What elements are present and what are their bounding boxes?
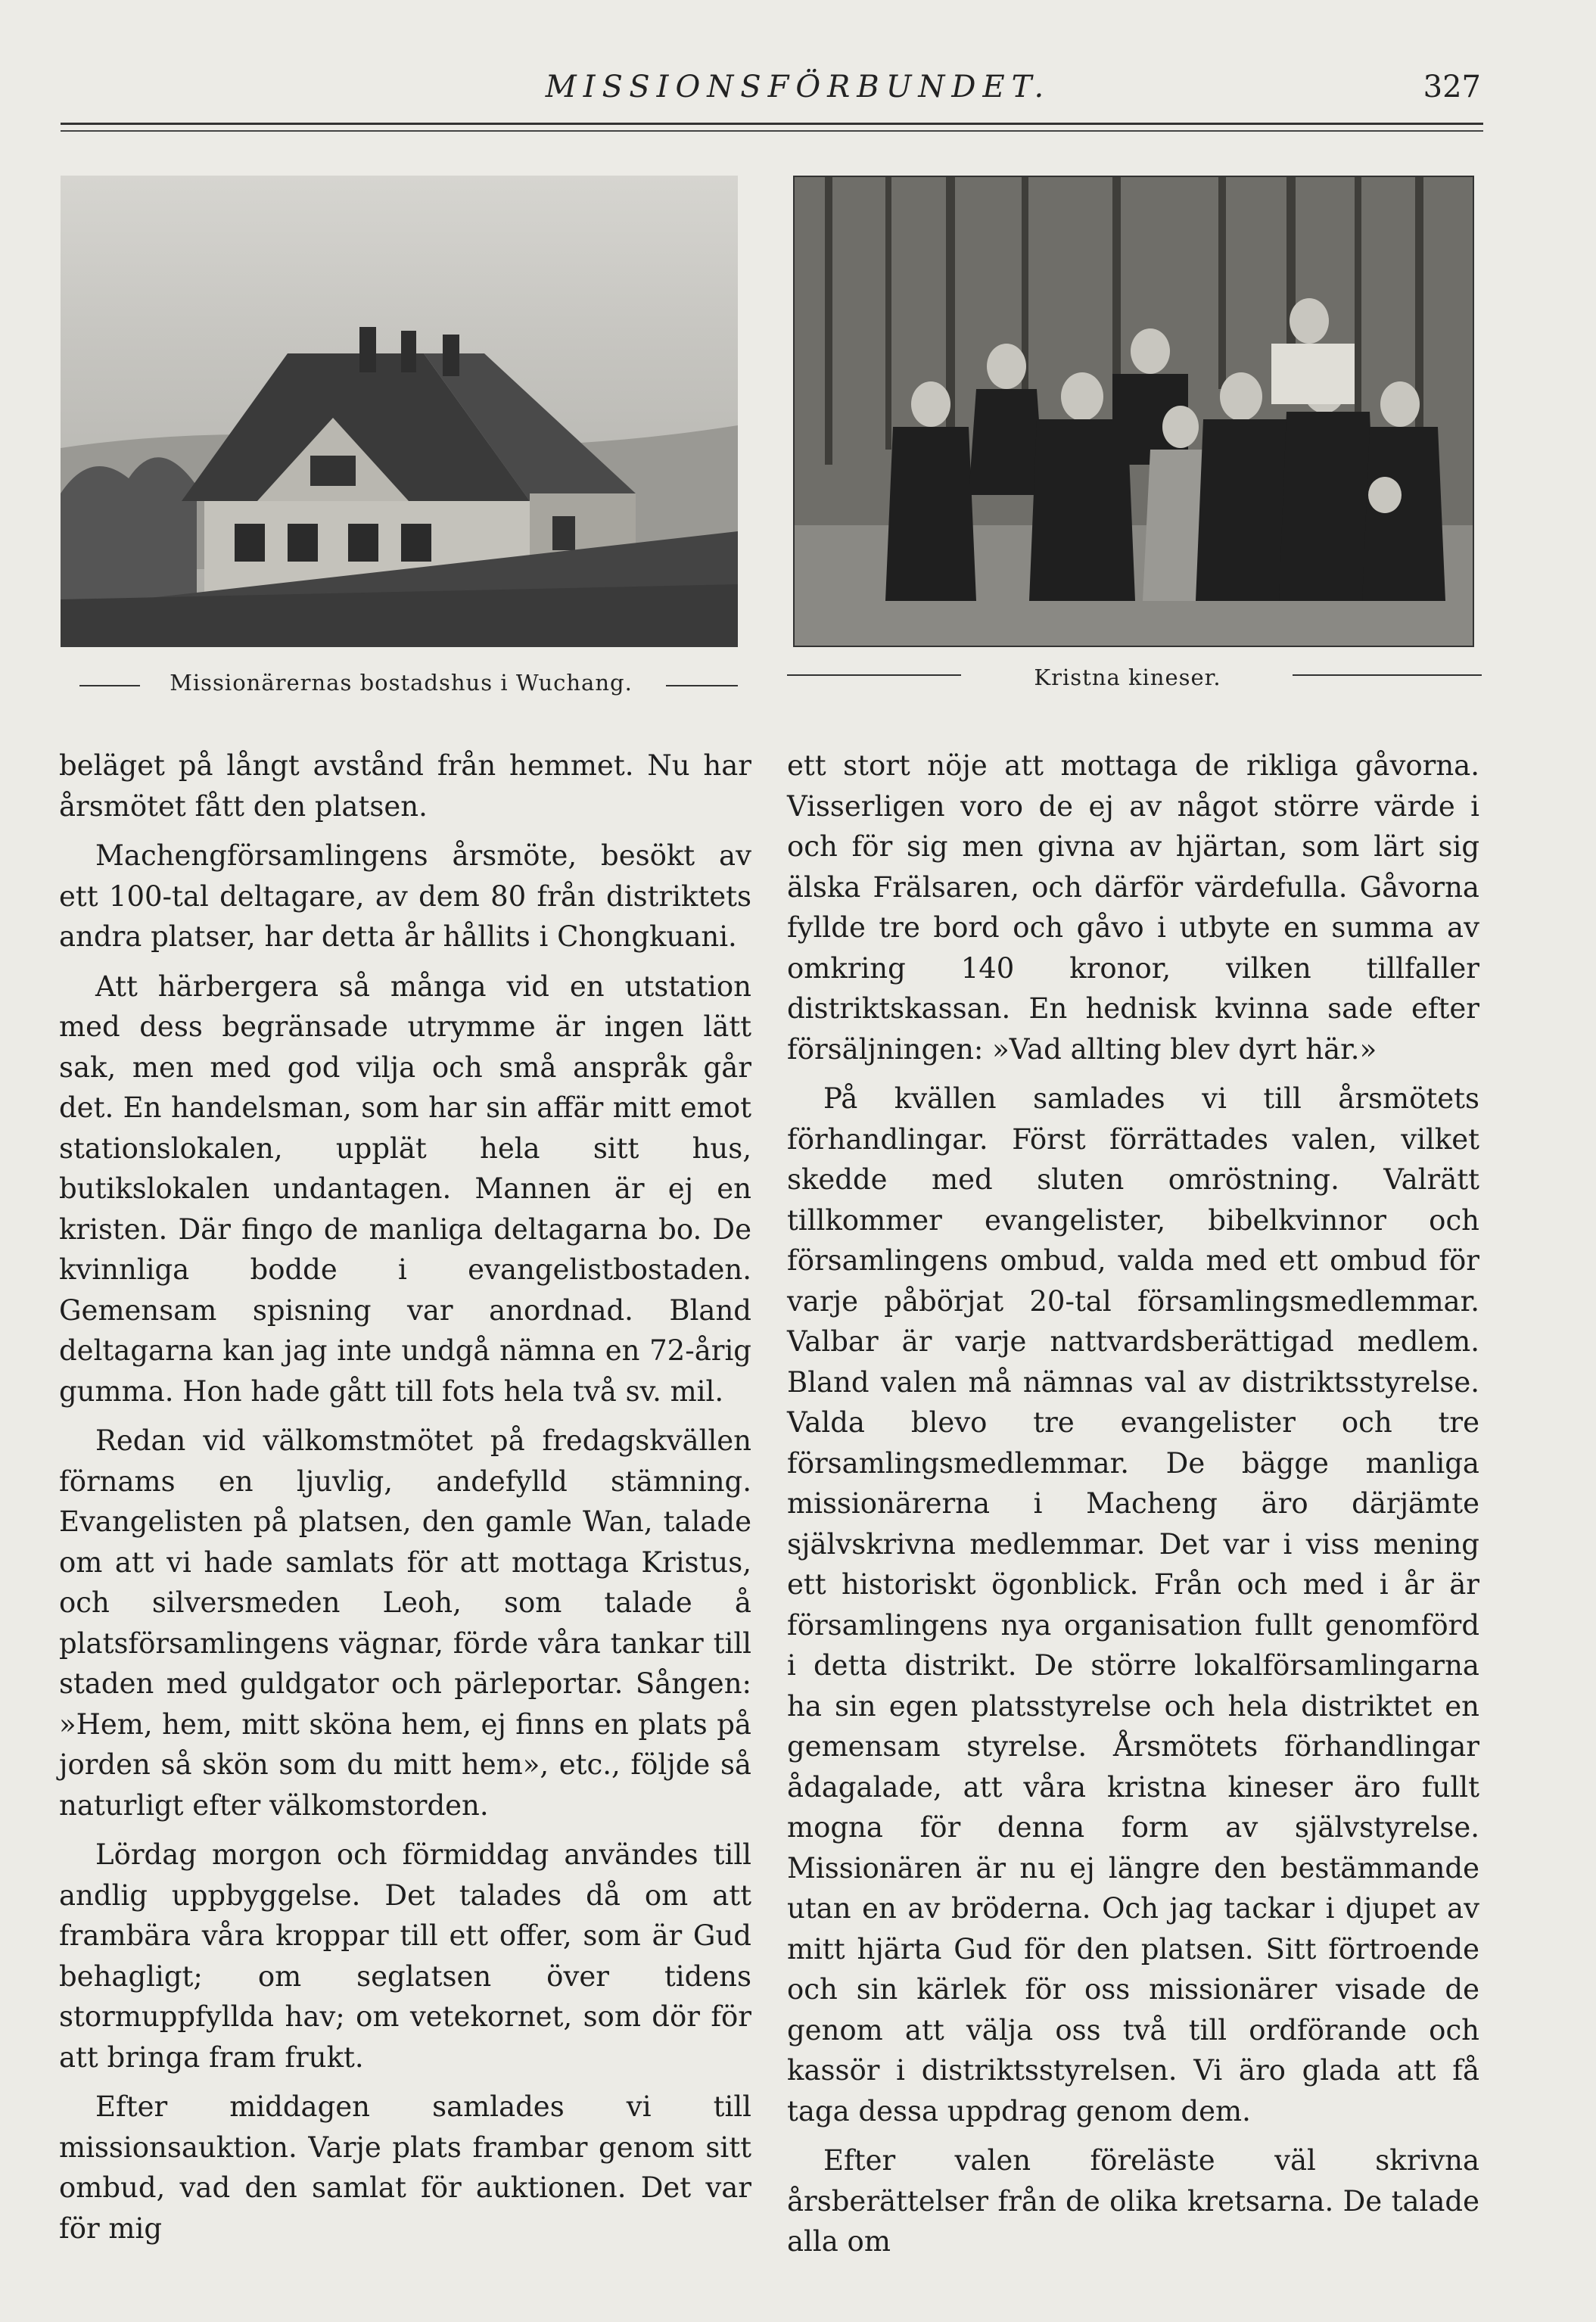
figure-caption-house: Missionärernas bostadshus i Wuchang. xyxy=(170,670,633,696)
page-number: 327 xyxy=(1423,70,1481,104)
text-column-left xyxy=(59,745,751,2258)
caption-rule-left-a xyxy=(79,685,140,686)
running-header-title: MISSIONSFÖRBUNDET. xyxy=(545,70,1051,104)
paragraph: Lördag morgon och förmiddag användes till andlig uppbyggelse. Det talades då om att frambära våra kroppar till ett offer, som är Gud behagligt; om seglatsen över tidens stormuppfyllda hav; om vetekornet, som dör för att bringa fram frukt. xyxy=(59,1838,751,2074)
caption-rule-right-a xyxy=(787,674,961,676)
paragraph: Att härbergera så många vid en utstation med dess begränsade utrymme är ingen lätt sak, men med god vilja och små anspråk går det. En handelsman, som har sin affär mitt emot stationslokalen, upplät hela sitt hus, butikslokalen undantagen. Mannen är ej en kristen. Där fingo de manliga deltagarna bo. De kvinnliga bodde i evangelistbostaden. Gemensam spisning var anordnad. Bland deltagarna kan jag inte undgå nämna en 72-årig gumma. Hon hade gått till fots hela två sv. mil. xyxy=(59,970,751,1408)
group-photo xyxy=(793,176,1474,647)
house-illustration xyxy=(61,176,738,647)
header-rule-secondary xyxy=(61,130,1483,132)
paragraph: Efter valen föreläste väl skrivna årsberättelser från de olika kretsarna. De talade alla om xyxy=(787,2144,1479,2258)
paragraph: På kvällen samlades vi till årsmötets förhandlingar. Först förrättades valen, vilket skedde med sluten omröstning. Valrätt tillkommer evangelister, bibelkvinnor och församlingens ombud, valda med ett ombud för varje påbörjat 20-tal församlingsmedlemmar. Valbar är varje nattvardsberättigad medlem. Bland valen må nämnas val av distriktsstyrelse. Valda blevo tre evangelister och tre församlingsmedlemmar. De bägge manliga missionärerna i Macheng äro därjämte självskrivna medlemmar. Det var i viss mening ett historiskt ögonblick. Från och med i år är församlingens nya organisation fullt genomförd i detta distrikt. De större lokalförsamlingarna ha sin egen platsstyrelse och hela distriktet en gemensam styrelse. Årsmötets förhandlingar ådagalade, att våra kristna kineser äro fullt mogna för denna form av självstyrelse. Missionären är nu ej längre den bestämmande utan en av bröderna. Och jag tackar i djupet av mitt hjärta Gud för den platsen. Sitt förtroende och sin kärlek för oss missionärer visade de genom att välja oss två till ordförande och kassör i distriktsstyrelsen. Vi äro glada att få taga dessa uppdrag genom dem. xyxy=(787,1082,1479,2127)
house-photo xyxy=(61,176,738,647)
paragraph: Efter middagen samlades vi till missionsauktion. Varje plats frambar genom sitt ombud, vad den samlat för auktionen. Det var för mig xyxy=(59,2090,751,2245)
paragraph: Redan vid välkomstmötet på fredagskvällen förnams en ljuvlig, andefylld stämning. Evangelisten på platsen, den gamle Wan, talade om att vi hade samlats för att mottaga Kristus, och silversmeden Leoh, som talade å platsförsamlingens vägnar, förde våra tankar till staden med guldgator och pärleportar. Sången: »Hem, hem, mitt sköna hem, ej finns en plats på jorden så skön som du mitt hem», etc., följde så naturligt efter välkomstorden. xyxy=(59,1424,751,1822)
group-illustration xyxy=(795,177,1473,646)
text-column-right xyxy=(787,745,1479,2271)
caption-rule-left-b xyxy=(666,685,738,686)
paragraph: Machengförsamlingens årsmöte, besökt av ett 100-tal deltagare, av dem 80 från distriktets andra platser, har detta år hållits i Chongkuani. xyxy=(59,839,751,953)
caption-rule-right-b xyxy=(1293,674,1482,676)
paragraph: ett stort nöje att mottaga de rikliga gåvorna. Visserligen voro de ej av något större värde i och för sig men givna av hjärtan, som lärt sig älska Frälsaren, och därför värdefulla. Gåvorna fyllde tre bord och gåvo i utbyte en summa av omkring 140 kronor, vilken tillfaller distriktskassan. En hednisk kvinna sade efter försäljningen: »Vad allting blev dyrt här.» xyxy=(787,749,1479,1066)
header-rule xyxy=(61,123,1483,125)
paragraph: beläget på långt avstånd från hemmet. Nu har årsmötet fått den platsen. xyxy=(59,749,751,823)
figure-caption-group: Kristna kineser. xyxy=(1034,665,1221,690)
